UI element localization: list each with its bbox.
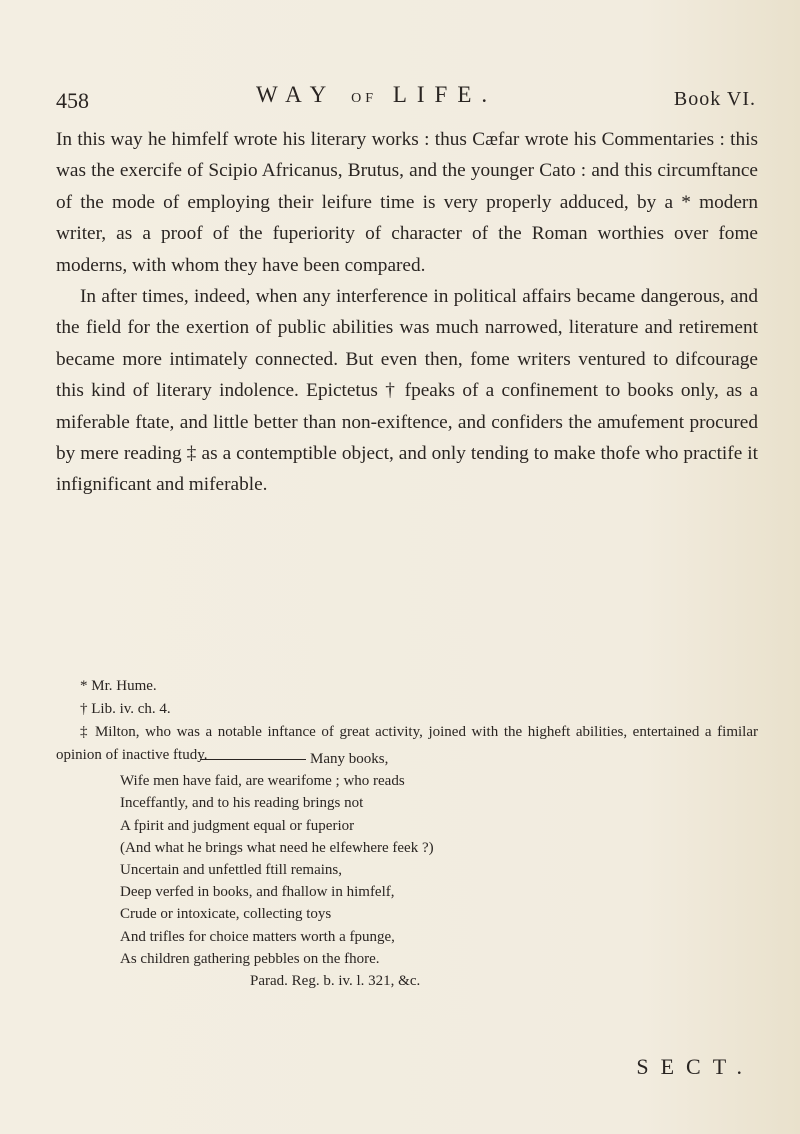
verse-line: And trifles for choice matters worth a fpunge, bbox=[120, 928, 395, 945]
running-title bbox=[256, 82, 497, 108]
verse-line: Deep verfed in books, and fhallow in himfelf, bbox=[120, 884, 395, 901]
verse-line: (And what he brings what need he elfewhere feek ?) bbox=[120, 839, 434, 856]
running-header bbox=[56, 82, 756, 116]
verse-line-text: Many books, bbox=[310, 751, 389, 767]
catchword: SECT. bbox=[636, 1054, 754, 1079]
verse-line: Uncertain and unfettled ftill remains, bbox=[120, 862, 343, 879]
verse-line: As children gathering pebbles on the fhore. bbox=[120, 950, 380, 967]
verse-line: Wife men have faid, are wearifome ; who reads bbox=[120, 773, 405, 790]
footnote-3: ‡ Milton, who was a notable inftance of great activity, joined with the higheft abilities, entertained a fimilar opinion of inactive ftudy. bbox=[56, 724, 758, 763]
running-title-word-2: LIFE. bbox=[392, 82, 498, 107]
verse-dash bbox=[200, 759, 306, 760]
paragraph-2: In after times, indeed, when any interference in political affairs became dangerous, and the field for the exertion of public abilities was much narrowed, literature and retirement became more intimately connected. But even then, fome writers ventured to difcourage this kind of literary indolence. Epictetus † fpeaks of a confinement to books only, as a miferable ftate, and little better than non-exiftence, and confiders the amufement procured by mere reading ‡ as a contemptible object, and only tending to make thofe who practife it infignificant and miferable. bbox=[56, 286, 758, 496]
verse-line: A fpirit and judgment equal or fuperior bbox=[120, 817, 355, 834]
book-label: Book VI. bbox=[673, 88, 756, 110]
verse-line: Crude or intoxicate, collecting toys bbox=[120, 906, 332, 923]
verse-line bbox=[120, 748, 740, 770]
running-title-of: OF bbox=[351, 91, 378, 106]
footnote-2: † Lib. iv. ch. 4. bbox=[80, 701, 171, 717]
running-title-word-1: WAY bbox=[256, 82, 336, 107]
verse-quotation bbox=[120, 748, 740, 992]
main-text bbox=[56, 124, 758, 501]
verse-line: Inceffantly, and to his reading brings not bbox=[120, 795, 364, 812]
page-number: 458 bbox=[56, 88, 89, 113]
paragraph-1: In this way he himfelf wrote his literary works : thus Cæfar wrote his Commentaries : this was the exercife of Scipio Africanus, Brutus, and the younger Cato : and this circumftance of the mode of employing their leifure time is very properly adduced, by a * modern writer, as a proof of the fuperiority of character of the Roman worthies over fome moderns, with whom they have been compared. bbox=[56, 129, 758, 276]
verse-citation: Parad. Reg. b. iv. l. 321, &c. bbox=[250, 973, 421, 990]
footnote-1: * Mr. Hume. bbox=[80, 678, 157, 694]
